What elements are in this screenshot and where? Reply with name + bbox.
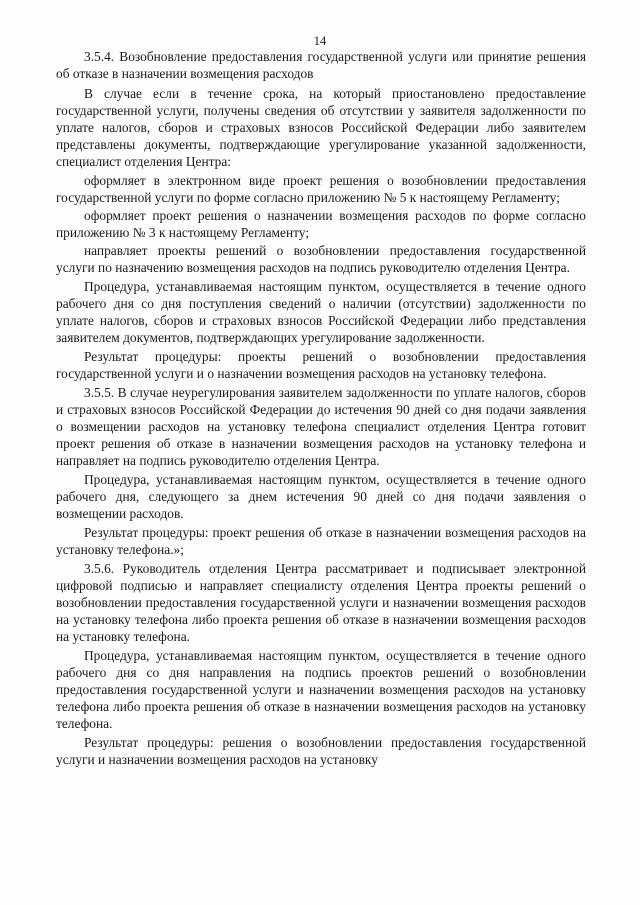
paragraph: В случае если в течение срока, на который приостановлено предоставление государственной услуги, получены сведения об отсутствии у заявителя задолженности по уплате налогов, сборов и страховых взносов Российской Федерации либо заявителем представлены документы, подтверждающие урегулирование указанной задолженности, специалист отделения Центра: <box>56 86 586 169</box>
paragraph: Процедура, устанавливаемая настоящим пунктом, осуществляется в течение одного рабочего дня со дня поступления сведений о наличии (отсутствии) задолженности по уплате налогов, сборов и страховых взносов Российской Федерации либо представления заявителем документов, подтверждающих урегулирование задолженности. <box>56 279 586 345</box>
paragraph: Результат процедуры: решения о возобновлении предоставления государственной услуги и назначении возмещения расходов на установку <box>56 735 586 767</box>
paragraph: Процедура, устанавливаемая настоящим пунктом, осуществляется в течение одного рабочего дня со дня направления на подпись проектов решений о возобновлении предоставления государственной услуги и назначении возмещения расходов на установку телефона либо проекта решения об отказе в назначении возмещения расходов на установку телефона. <box>56 648 586 731</box>
list-item: направляет проекты решений о возобновлении предоставления государственной услуги по назначению возмещения расходов на подпись руководителю отделения Центра. <box>56 243 586 275</box>
document-body <box>56 48 586 770</box>
list-item: оформляет в электронном виде проект решения о возобновлении предоставления государственной услуги по форме согласно приложению № 5 к настоящему Регламенту; <box>56 173 586 205</box>
paragraph: Результат процедуры: проект решения об отказе в назначении возмещения расходов на установку телефона.»; <box>56 525 586 557</box>
page-number: 14 <box>313 34 327 48</box>
section-paragraph-3-5-5: 3.5.5. В случае неурегулирования заявителем задолженности по уплате налогов, сборов и страховых взносов Российской Федерации до истечения 90 дней со дня подачи заявления о возмещении расходов на установку телефона специалист отделения Центра готовит проект решения об отказе в назначении возмещения расходов на установку телефона и направляет на подпись руководителю отделения Центра. <box>56 385 586 468</box>
paragraph: Процедура, устанавливаемая настоящим пунктом, осуществляется в течение одного рабочего дня, следующего за днем истечения 90 дней со дня подачи заявления о возмещении расходов. <box>56 472 586 521</box>
section-heading-3-5-4: 3.5.4. Возобновление предоставления государственной услуги или принятие решения об отказе в назначении возмещения расходов <box>56 49 586 81</box>
section-paragraph-3-5-6: 3.5.6. Руководитель отделения Центра рассматривает и подписывает электронной цифровой подписью и направляет специалисту отделения Центра проекты решений о возобновлении предоставления государственной услуги и назначении возмещения расходов на установку телефона либо проекта решения об отказе в назначении возмещения расходов на установку телефона. <box>56 561 586 644</box>
paragraph: Результат процедуры: проекты решений о возобновлении предоставления государственной услуги и о назначении возмещения расходов на установку телефона. <box>56 349 586 381</box>
list-item: оформляет проект решения о назначении возмещения расходов по форме согласно приложению № 3 к настоящему Регламенту; <box>56 208 586 240</box>
